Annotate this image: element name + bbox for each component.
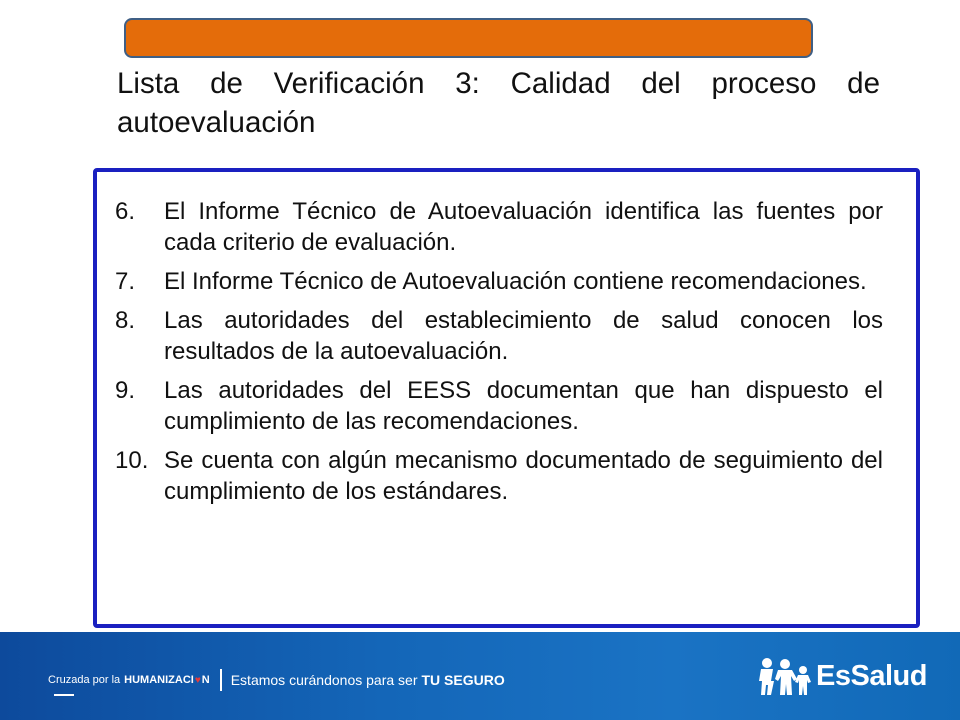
- cruzada-label: Cruzada por la: [48, 674, 121, 686]
- item-number: 6.: [115, 198, 136, 225]
- checklist-item: [115, 305, 883, 367]
- slogan-bold-text: TU SEGURO: [421, 672, 505, 688]
- item-text: El Informe Técnico de Autoevaluación contiene recomendaciones.: [164, 268, 867, 295]
- item-text: Se cuenta con algún mecanismo documentado de seguimiento del cumplimiento de los estándares.: [164, 447, 883, 505]
- family-icon: [758, 656, 812, 696]
- checklist-item: [115, 375, 883, 437]
- checklist-item: [115, 266, 883, 297]
- item-text: Las autoridades del EESS documentan que han dispuesto el cumplimiento de las recomendaciones.: [164, 377, 883, 435]
- footer-banner: [0, 632, 960, 720]
- checklist-item: [115, 445, 883, 507]
- underline-mark: [54, 694, 74, 696]
- item-number: 7.: [115, 268, 136, 295]
- item-text: El Informe Técnico de Autoevaluación identifica las fuentes por cada criterio de evaluación.: [164, 198, 883, 256]
- title-accent-bar: [124, 18, 813, 58]
- footer-slogan: [48, 670, 505, 690]
- item-number: 9.: [115, 377, 136, 404]
- logo-text: EsSalud: [816, 659, 927, 692]
- item-text: Las autoridades del establecimiento de salud conocen los resultados de la autoevaluación.: [164, 307, 883, 365]
- checklist-item: [115, 196, 883, 258]
- item-number: 10.: [115, 447, 149, 474]
- essalud-logo: [758, 654, 927, 698]
- footer-divider: [220, 669, 222, 691]
- item-number: 8.: [115, 307, 136, 334]
- humanizacion-label: HUMANIZACI♥N: [124, 674, 210, 686]
- slogan-text: Estamos curándonos para ser: [230, 672, 418, 688]
- slide-title: Lista de Verificación 3: Calidad del proceso de autoevaluación: [117, 67, 880, 139]
- checklist: [115, 196, 883, 515]
- heart-icon: ♥: [194, 675, 201, 686]
